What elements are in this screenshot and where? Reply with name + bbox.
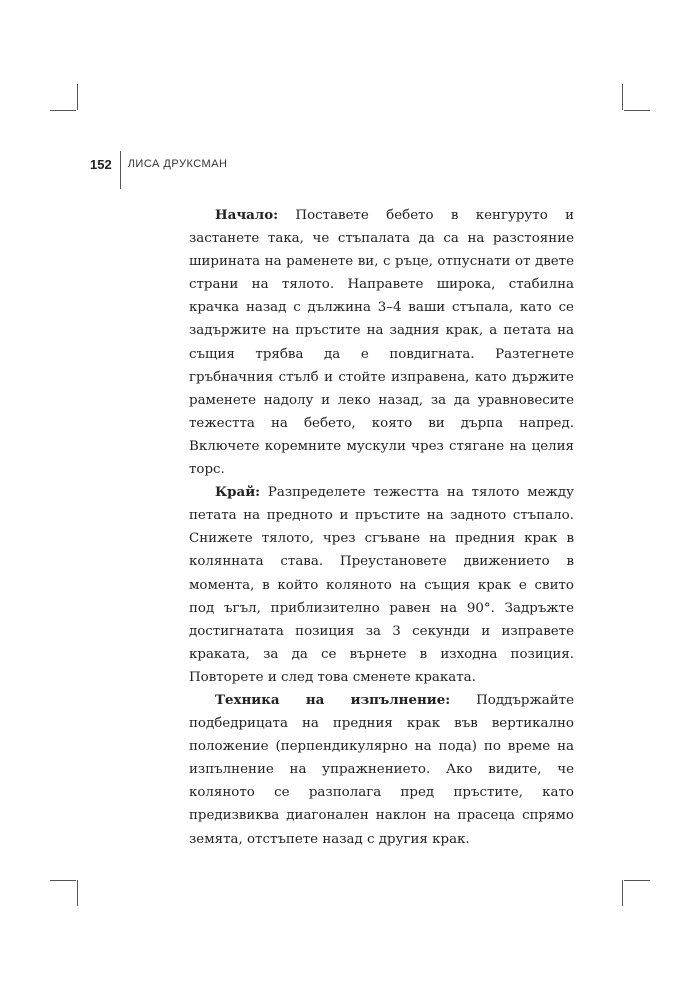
crop-mark-bottom-right — [622, 880, 623, 906]
paragraph-text: Поставете бебето в кенгуруто и застанете така, че стъпалата да са на разстояние ширината на раменете ви, с ръце, отпуснати от двете страни на тялото. Направете широка, стабилна крачка назад с дължина 3–4 ваши стъпала, като се задържите на пръстите на задния крак, а петата на същия трябва да е повдигната. Разтегнете гръбначния стълб и стойте изправена, като държите раменете надолу и леко назад, за да уравновесите тежестта на бебето, която ви дърпа напред. Включете коремните мускули чрез стягане на целия торс. — [189, 208, 574, 478]
paragraph-label: Техника на изпълнение: — [215, 691, 451, 708]
crop-mark-top-right — [622, 84, 623, 110]
crop-mark-right-bottom — [624, 880, 650, 881]
header-divider — [120, 151, 121, 189]
crop-mark-top-left — [77, 84, 78, 110]
paragraph-text: Разпределете тежестта на тялото между петата на предното и пръстите на задното стъпало. Снижете тялото, чрез сгъване на предния крак в колянната става. Преустановете движението в момента, в който коляното на същия крак е свито под ъгъл, приблизително равен на 90°. Задръжте достигнатата позиция за 3 секунди и изправете краката, за да се върнете в изходна позиция. Повторете и след това сменете краката. — [189, 485, 574, 685]
crop-mark-bottom-left — [77, 880, 78, 906]
paragraph-start — [189, 204, 574, 481]
page-number: 152 — [90, 156, 112, 172]
crop-mark-left-bottom — [50, 880, 76, 881]
crop-mark-left-top — [50, 110, 76, 111]
paragraph-label: Край: — [215, 484, 261, 501]
paragraph-end — [189, 481, 574, 689]
crop-mark-right-top — [624, 110, 650, 111]
page-header — [90, 150, 228, 178]
paragraph-text: Поддържайте подбедрицата на предния крак във вертикално положение (перпендикулярно на пода) по време на изпълнение на упражнението. Ако видите, че коляното се разполага пред пръстите, като предизвиква диагонален наклон на прасеца спрямо земята, отстъпете назад с другия крак. — [189, 692, 575, 847]
paragraph-label: Начало: — [215, 207, 279, 223]
running-head: ЛИСА ДРУКСМАН — [127, 158, 228, 170]
paragraph-technique — [189, 689, 574, 851]
body-text — [189, 204, 574, 851]
